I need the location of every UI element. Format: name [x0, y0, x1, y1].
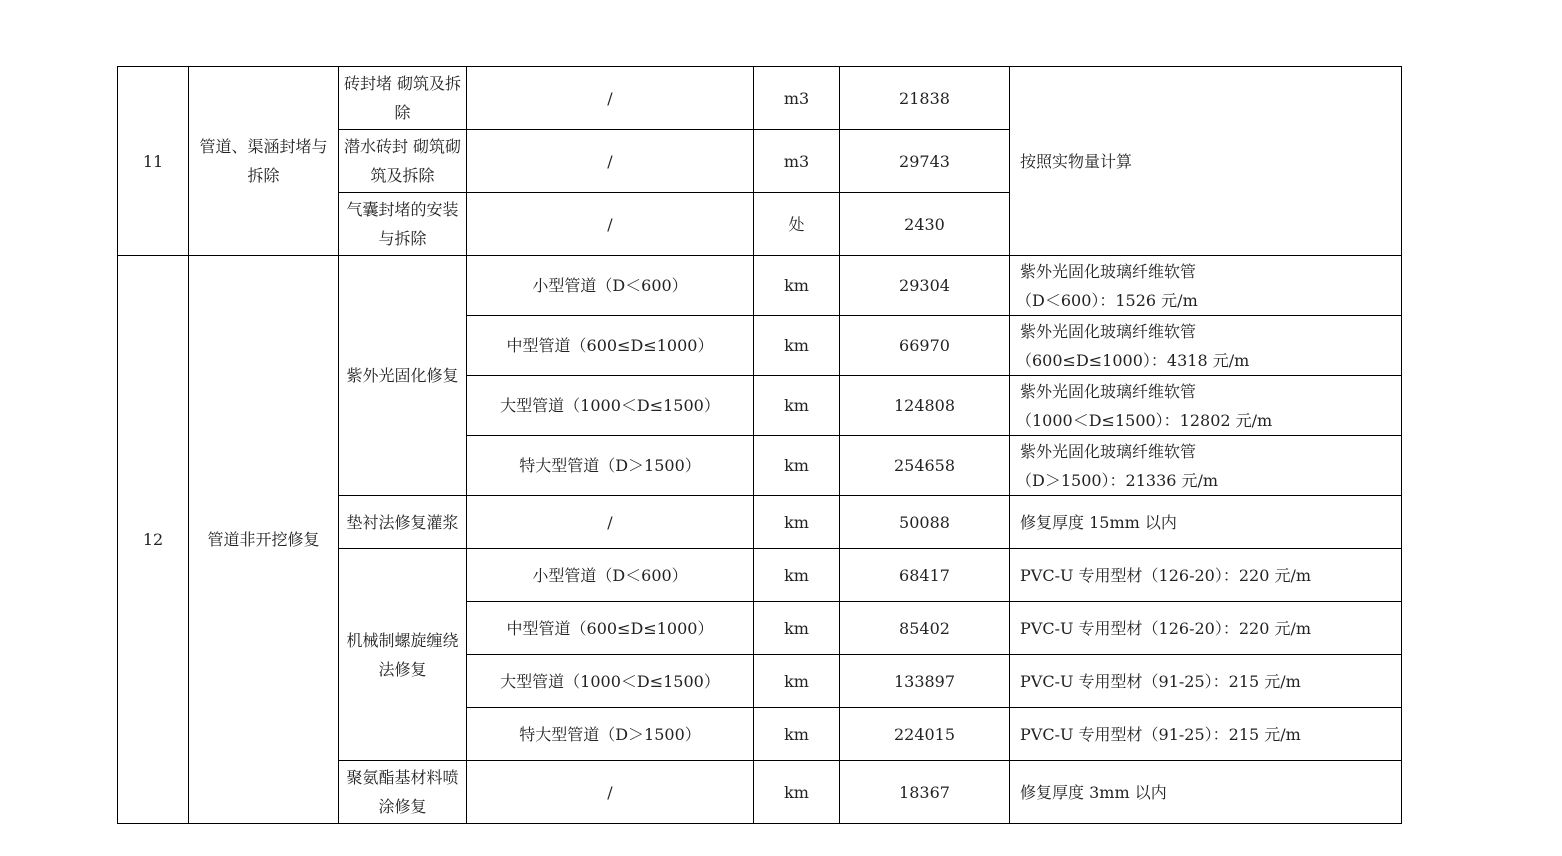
qty-cell: 21838 — [840, 67, 1010, 130]
unit-cell: km — [754, 256, 840, 316]
spec-cell: / — [467, 130, 754, 193]
unit-cell: km — [754, 436, 840, 496]
note-cell — [1010, 376, 1402, 436]
unit-cell: km — [754, 316, 840, 376]
note-line: 紫外光固化玻璃纤维软管 — [1020, 322, 1197, 341]
spec-cell: 小型管道（D＜600） — [467, 256, 754, 316]
spec-cell: 中型管道（600≤D≤1000） — [467, 316, 754, 376]
row-name: 管道、渠涵封堵与拆除 — [189, 67, 339, 256]
qty-cell: 29304 — [840, 256, 1010, 316]
qty-cell: 2430 — [840, 193, 1010, 256]
qty-cell: 224015 — [840, 708, 1010, 761]
unit-cell: km — [754, 549, 840, 602]
item-name: 气囊封堵的安装与拆除 — [339, 193, 467, 256]
qty-cell: 124808 — [840, 376, 1010, 436]
note-cell: 修复厚度 3mm 以内 — [1010, 761, 1402, 824]
spec-cell: 小型管道（D＜600） — [467, 549, 754, 602]
qty-cell: 66970 — [840, 316, 1010, 376]
unit-cell: m3 — [754, 67, 840, 130]
unit-cell: km — [754, 496, 840, 549]
spec-cell: 中型管道（600≤D≤1000） — [467, 602, 754, 655]
qty-cell: 85402 — [840, 602, 1010, 655]
row-number: 11 — [118, 67, 189, 256]
unit-cell: km — [754, 655, 840, 708]
note-cell — [1010, 256, 1402, 316]
spec-cell: / — [467, 496, 754, 549]
note-line: （600≤D≤1000）：4318 元/m — [1016, 351, 1250, 370]
note-line: 紫外光固化玻璃纤维软管 — [1020, 442, 1197, 461]
item-name: 砖封堵 砌筑及拆除 — [339, 67, 467, 130]
item-name: 紫外光固化修复 — [339, 256, 467, 496]
item-name: 聚氨酯基材料喷涂修复 — [339, 761, 467, 824]
item-name: 机械制螺旋缠绕法修复 — [339, 549, 467, 761]
qty-cell: 50088 — [840, 496, 1010, 549]
note-cell: 按照实物量计算 — [1010, 67, 1402, 256]
note-cell: 修复厚度 15mm 以内 — [1010, 496, 1402, 549]
unit-cell: km — [754, 761, 840, 824]
spec-cell: 特大型管道（D＞1500） — [467, 708, 754, 761]
note-cell: PVC-U 专用型材（126-20）：220 元/m — [1010, 549, 1402, 602]
spec-cell: 大型管道（1000＜D≤1500） — [467, 376, 754, 436]
qty-cell: 254658 — [840, 436, 1010, 496]
unit-cell: m3 — [754, 130, 840, 193]
note-line: （D＞1500）：21336 元/m — [1016, 471, 1219, 490]
spec-cell: 特大型管道（D＞1500） — [467, 436, 754, 496]
note-line: 紫外光固化玻璃纤维软管 — [1020, 382, 1197, 401]
row-number: 12 — [118, 256, 189, 824]
row-name: 管道非开挖修复 — [189, 256, 339, 824]
item-name: 垫衬法修复灌浆 — [339, 496, 467, 549]
cost-table — [117, 66, 1402, 824]
note-cell — [1010, 316, 1402, 376]
qty-cell: 29743 — [840, 130, 1010, 193]
note-cell: PVC-U 专用型材（91-25）：215 元/m — [1010, 708, 1402, 761]
note-cell: PVC-U 专用型材（126-20）：220 元/m — [1010, 602, 1402, 655]
note-cell — [1010, 436, 1402, 496]
note-line: 紫外光固化玻璃纤维软管 — [1020, 262, 1197, 281]
note-line: （1000＜D≤1500）：12802 元/m — [1016, 411, 1273, 430]
item-name: 潜水砖封 砌筑砌筑及拆除 — [339, 130, 467, 193]
note-line: （D＜600）：1526 元/m — [1016, 291, 1198, 310]
qty-cell: 133897 — [840, 655, 1010, 708]
spec-cell: / — [467, 193, 754, 256]
spec-cell: / — [467, 761, 754, 824]
qty-cell: 18367 — [840, 761, 1010, 824]
unit-cell: km — [754, 376, 840, 436]
table-row — [118, 67, 1402, 130]
table-row — [118, 256, 1402, 316]
spec-cell: 大型管道（1000＜D≤1500） — [467, 655, 754, 708]
unit-cell: km — [754, 602, 840, 655]
note-cell: PVC-U 专用型材（91-25）：215 元/m — [1010, 655, 1402, 708]
unit-cell: 处 — [754, 193, 840, 256]
qty-cell: 68417 — [840, 549, 1010, 602]
spec-cell: / — [467, 67, 754, 130]
unit-cell: km — [754, 708, 840, 761]
